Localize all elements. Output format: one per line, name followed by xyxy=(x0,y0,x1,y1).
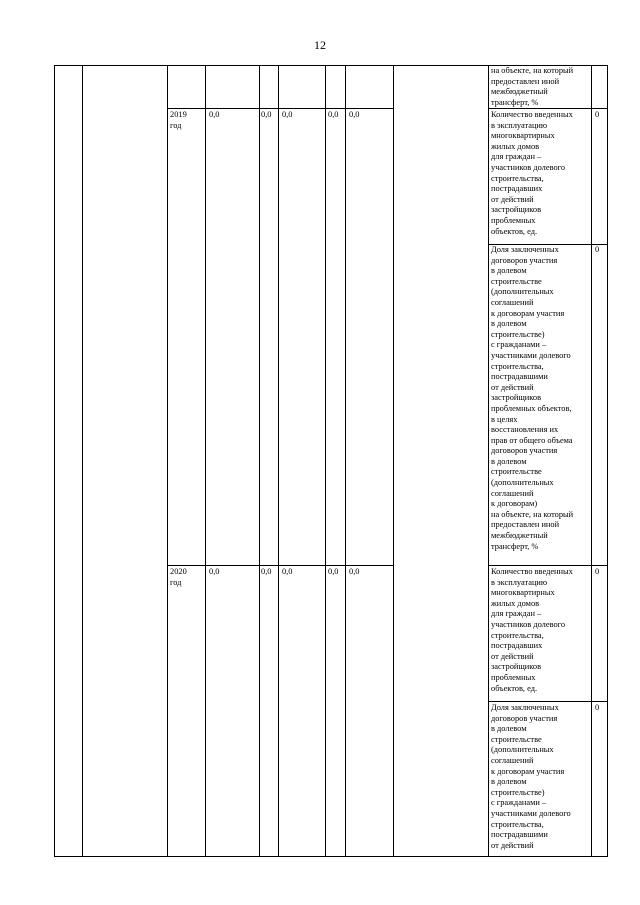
indicator-2019-contracts-text: Доля заключенных договоров участия в долевом строительстве (дополнительных соглашений к договорам участия в долевом строительстве) с гражданами – участниками долевого строительства, пострадавшими от действий застройщиков проблемных объектов, в целях восстановления их прав от общего объема договоров участия в долевом строительстве (дополнительных соглашений к договорам) на объекте, на который предоставлен иной межбюджетный трансферт, % xyxy=(491,245,574,551)
value-2020-col3: 0,0 xyxy=(282,567,293,576)
value-2020-col1: 0,0 xyxy=(209,567,220,576)
value-2019-col3: 0,0 xyxy=(282,110,293,119)
value-2019-col1: 0,0 xyxy=(209,110,220,119)
indicator-2019-contracts-value: 0 xyxy=(595,245,600,254)
page-number: 12 xyxy=(314,38,326,52)
indicator-2020-contracts-value: 0 xyxy=(595,703,600,712)
value-2020-col4: 0,0 xyxy=(328,567,339,576)
value-2019-col5: 0,0 xyxy=(349,110,360,119)
indicator-2020-housing-text: Количество введенных в эксплуатацию многоквартирных жилых домов для граждан – участников долевого строительства, пострадавших от действий застройщиков проблемных объектов, ед. xyxy=(491,567,573,693)
value-2019-col4: 0,0 xyxy=(328,110,339,119)
value-2020-col2: 0,0 xyxy=(261,567,272,576)
indicator-2020-housing-value: 0 xyxy=(595,567,600,576)
year-2019-label: 2019 год xyxy=(170,110,187,130)
value-2020-col5: 0,0 xyxy=(349,567,360,576)
indicator-2019-housing-value: 0 xyxy=(595,110,600,119)
indicator-2019-housing-text: Количество введенных в эксплуатацию многоквартирных жилых домов для граждан – участников долевого строительства, пострадавших от действий застройщиков проблемных объектов, ед. xyxy=(491,110,573,236)
indicator-2020-contracts-text: Доля заключенных договоров участия в долевом строительстве (дополнительных соглашений к договорам участия в долевом строительстве) с гражданами – участниками долевого строительства, пострадавшими от действий xyxy=(491,703,571,850)
year-2020-label: 2020 год xyxy=(170,567,187,587)
indicator-continued-text: на объекте, на который предоставлен иной межбюджетный трансферт, % xyxy=(491,66,574,107)
value-2019-col2: 0,0 xyxy=(261,110,272,119)
